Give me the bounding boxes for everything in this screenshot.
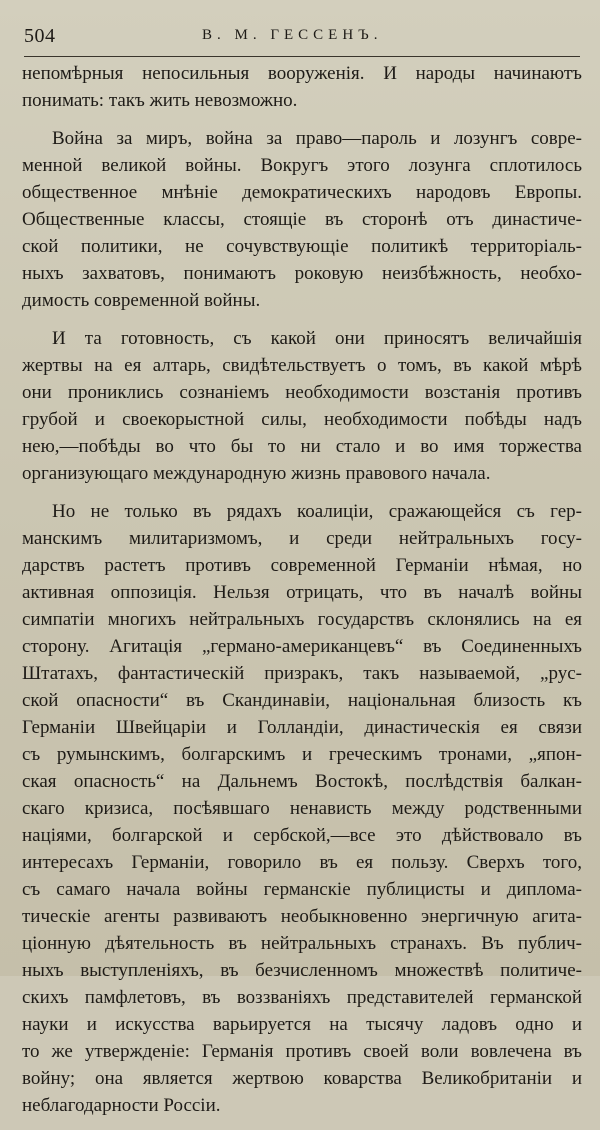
- text-line: нею,—побѣды во что бы то ни стало и во имя торжества: [22, 436, 582, 457]
- text-line: ныхъ захватовъ, понимаютъ роковую неизбѣжность, необхо-: [22, 263, 582, 284]
- text-line: сторону. Агитація „германо-американцевъ“ въ Соединенныхъ: [22, 636, 582, 657]
- text-line: войну; она является жертвою коварства Великобританіи и: [22, 1068, 582, 1089]
- text-line: менной великой войны. Вокругъ этого лозунга сплотилось: [22, 155, 582, 176]
- text-line: они прониклись сознаніемъ необходимости возстанія противъ: [22, 382, 582, 403]
- text-line: организующаго международную жизнь правового начала.: [22, 463, 491, 484]
- text-line: ской политики, не сочувствующіе политикѣ территоріаль-: [22, 236, 582, 257]
- text-line: Штатахъ, фантастическій призракъ, такъ называемой, „рус-: [22, 663, 582, 684]
- text-line: жертвы на ея алтарь, свидѣтельствуетъ о томъ, въ какой мѣрѣ: [22, 355, 582, 376]
- text-line: Германіи Швейцаріи и Голландіи, династическія ея связи: [22, 717, 582, 738]
- text-line: скаго кризиса, посѣявшаго ненависть между родственными: [22, 798, 582, 819]
- text-line: Общественные классы, стоящіе въ сторонѣ отъ династиче-: [22, 209, 582, 230]
- text-line: Но не только въ рядахъ коалиціи, сражающейся съ гер-: [52, 501, 582, 522]
- page-body: [22, 60, 582, 1130]
- text-line: грубой и своекорыстной силы, необходимости побѣды надъ: [22, 409, 582, 430]
- text-line: И та готовность, съ какой они приносятъ величайшія: [52, 328, 582, 349]
- running-head: В. М. ГЕССЕНЪ.: [202, 27, 383, 43]
- paragraph: [22, 498, 582, 1119]
- text-line: активная оппозиція. Нельзя отрицать, что въ началѣ войны: [22, 582, 582, 603]
- text-line: то же утвержденіе: Германія противъ своей воли вовлечена въ: [22, 1041, 582, 1062]
- text-line: общественное мнѣніе демократическихъ народовъ Европы.: [22, 182, 582, 203]
- paragraph: [22, 60, 582, 114]
- text-line: съ самаго начала войны германскіе публицисты и диплома-: [22, 879, 582, 900]
- text-line: ныхъ выступленіяхъ, въ безчисленномъ множествѣ политиче-: [22, 960, 582, 981]
- text-line: димость современной войны.: [22, 290, 261, 311]
- text-line: манскимъ милитаризмомъ, и среди нейтральныхъ госу-: [22, 528, 582, 549]
- text-line: ская опасность“ на Дальнемъ Востокѣ, послѣдствія балкан-: [22, 771, 582, 792]
- text-line: Война за миръ, война за право—пароль и лозунгъ совре-: [52, 128, 582, 149]
- text-line: ской опасности“ въ Скандинавіи, національная близость къ: [22, 690, 582, 711]
- text-line: понимать: такъ жить невозможно.: [22, 90, 298, 111]
- paragraph: [22, 325, 582, 487]
- text-line: скихъ памфлетовъ, въ воззваніяхъ представителей германской: [22, 987, 582, 1008]
- page-header: [24, 22, 580, 56]
- text-line: ціонную дѣятельность въ нейтральныхъ странахъ. Въ публич-: [22, 933, 582, 954]
- text-line: неблагодарности Россіи.: [22, 1095, 221, 1116]
- text-line: дарствъ растетъ противъ современной Германіи нѣмая, но: [22, 555, 582, 576]
- text-line: интересахъ Германіи, говорило въ ея пользу. Сверхъ того,: [22, 852, 582, 873]
- text-line: симпатіи многихъ нейтральныхъ государствъ склонялись на ея: [22, 609, 582, 630]
- text-line: націями, болгарской и сербской,—все это дѣйствовало въ: [22, 825, 582, 846]
- text-line: тическіе агенты развиваютъ необыкновенно энергичную агита-: [22, 906, 582, 927]
- text-line: съ румынскимъ, болгарскимъ и греческимъ тронами, „япон-: [22, 744, 582, 765]
- header-rule: [24, 56, 580, 57]
- text-line: непомѣрныя непосильныя вооруженія. И народы начинаютъ: [22, 63, 582, 84]
- page-number: 504: [24, 25, 56, 47]
- paragraph: [22, 125, 582, 314]
- text-line: науки и искусства варьируется на тысячу ладовъ одно и: [22, 1014, 582, 1035]
